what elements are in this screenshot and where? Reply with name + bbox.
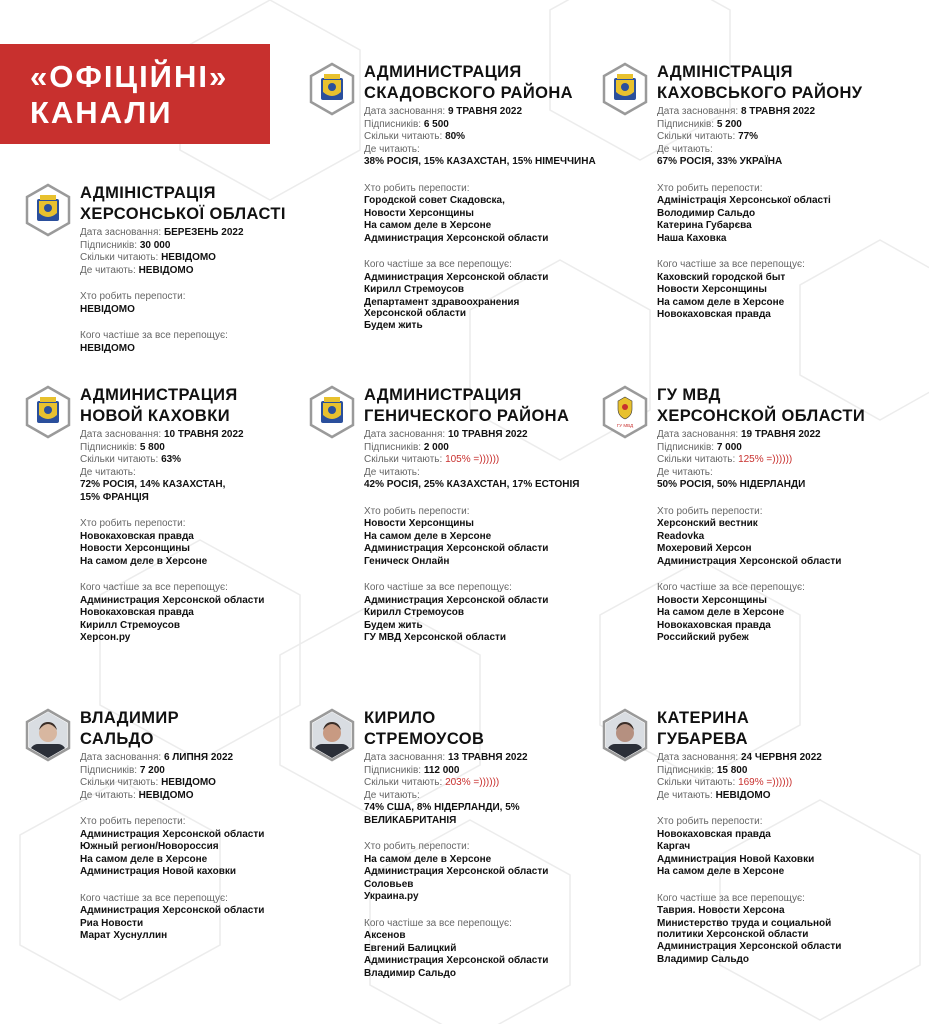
coat-of-arms-icon <box>24 183 72 237</box>
date-value: 13 ТРАВНЯ 2022 <box>447 752 528 763</box>
channel-stats <box>657 752 907 966</box>
list-item: Владимир Сальдо <box>364 967 456 979</box>
list-item: Министерство труда и социальной политики Херсонской области <box>657 917 832 940</box>
list-item: Новокаховская правда <box>657 619 771 631</box>
date-label: Дата засновання: <box>364 429 446 440</box>
channel-name-line2: ХЕРСОНСКОЙ ОБЛАСТИ <box>657 406 866 425</box>
channel-name-line2: САЛЬДО <box>80 729 154 748</box>
reposters-section <box>364 841 614 904</box>
reposted-section <box>364 259 614 331</box>
reposted-label: Кого частіше за все перепощує: <box>80 330 228 341</box>
channel-stats <box>80 227 330 355</box>
subscribers-value: 112 000 <box>423 764 460 776</box>
coat-of-arms-icon <box>24 385 72 439</box>
where-label: Де читають: <box>364 143 420 155</box>
subscribers-value: 7 000 <box>716 441 742 453</box>
list-item: ГУ МВД Херсонской области <box>364 632 507 643</box>
reposters-section <box>80 816 330 879</box>
list-item: На самом деле в Херсоне <box>364 220 492 231</box>
channel-name-line1: АДМІНІСТРАЦІЯ <box>657 63 793 81</box>
reposters-section <box>80 291 330 316</box>
date-label: Дата засновання: <box>364 106 446 117</box>
channel-name-line1: АДМИНИСТРАЦИЯ <box>364 386 522 404</box>
subscribers-label: Підписників: <box>364 441 422 453</box>
list-item: Аксенов <box>364 930 406 941</box>
list-item: Катерина Губарєва <box>657 220 752 231</box>
reposted-label: Кого частіше за все перепощує: <box>657 582 805 593</box>
list-item: Владимир Сальдо <box>657 953 749 965</box>
list-item: Мохеровий Херсон <box>657 543 752 554</box>
channel-name <box>80 385 238 426</box>
list-item: Новокаховская правда <box>657 309 771 320</box>
channel-stats <box>80 429 330 645</box>
list-item: Новокаховская правда <box>80 530 194 542</box>
list-item: Евгений Балицкий <box>364 942 457 954</box>
where-label: Де читають: <box>364 789 420 801</box>
reads-value: 63% <box>161 454 182 465</box>
list-item: Новости Херсонщины <box>80 543 190 554</box>
reposters-label: Хто робить перепости: <box>657 505 763 517</box>
subscribers-label: Підписників: <box>80 441 138 453</box>
where-label: Де читають: <box>80 789 136 801</box>
list-item: Администрация Херсонской области <box>364 866 549 877</box>
channel-name <box>80 183 286 224</box>
reposters-label: Хто робить перепости: <box>364 505 470 517</box>
reads-label: Скільки читають: <box>80 454 159 465</box>
subscribers-label: Підписників: <box>80 239 138 251</box>
list-item: Кирилл Стремоусов <box>364 284 465 295</box>
channel-name-line1: ВЛАДИМИР <box>80 709 180 727</box>
reposted-section <box>80 893 330 942</box>
where-label: Де читають: <box>364 466 420 478</box>
list-item: Будем жить <box>364 320 423 331</box>
subscribers-value: 6 500 <box>423 118 449 130</box>
channel-name-line2: СТРЕМОУСОВ <box>364 729 485 748</box>
reads-label: Скільки читають: <box>364 131 443 142</box>
subscribers-value: 30 000 <box>139 239 171 251</box>
channel-name-line2: ХЕРСОНСЬКОЇ ОБЛАСТІ <box>80 204 286 223</box>
subscribers-value: 5 200 <box>716 118 742 130</box>
reads-label: Скільки читають: <box>364 777 443 788</box>
list-item: Будем жить <box>364 619 423 631</box>
list-item: На самом деле в Херсоне <box>80 853 208 865</box>
channel-name-line1: КАТЕРИНА <box>657 709 750 727</box>
channel-name-line2: НОВОЙ КАХОВКИ <box>80 406 230 425</box>
list-item: Администрация Херсонской области <box>364 543 549 554</box>
list-item: Городской совет Скадовска, <box>364 195 505 206</box>
subscribers-label: Підписників: <box>657 441 715 453</box>
reads-value: 203% =)))))) <box>445 777 500 788</box>
channel-stats <box>657 106 907 322</box>
channel-name-line2: ГУБАРЕВА <box>657 729 748 748</box>
list-item: Риа Новости <box>80 917 144 929</box>
date-label: Дата засновання: <box>657 752 739 763</box>
list-item: Каргач <box>657 841 691 852</box>
list-item: На самом деле в Херсоне <box>657 866 785 877</box>
list-item: Администрация Новой Каховки <box>657 853 815 865</box>
where-value: 74% США, 8% НІДЕРЛАНДИ, 5% ВЕЛИКАБРИТАНІЯ <box>364 802 520 826</box>
subscribers-value: 2 000 <box>423 441 449 453</box>
list-item: Новости Херсонщины <box>364 207 474 219</box>
list-item: Соловьев <box>364 878 414 890</box>
date-label: Дата засновання: <box>657 429 739 440</box>
reposted-label: Кого частіше за все перепощує: <box>364 582 512 593</box>
subscribers-label: Підписників: <box>364 764 422 776</box>
list-item: Департамент здравоохранения Херсонской области <box>364 296 520 319</box>
channel-name-line2: СКАДОВСКОГО РАЙОНА <box>364 83 573 102</box>
channel-name-line1: ГУ МВД <box>657 386 721 404</box>
channel-name <box>657 708 749 749</box>
person-avatar-icon <box>601 708 649 762</box>
channel-name-line1: АДМІНІСТРАЦІЯ <box>80 184 216 202</box>
where-value: 50% РОСІЯ, 50% НІДЕРЛАНДИ <box>657 479 806 490</box>
subscribers-value: 15 800 <box>716 764 748 776</box>
list-item: Администрация Херсонской области <box>364 232 549 244</box>
reads-value: 80% <box>445 131 466 142</box>
reposted-section <box>657 582 907 643</box>
reposters-label: Хто робить перепости: <box>80 291 186 302</box>
reposters-section <box>364 183 614 246</box>
page-title-line1: «ОФІЦІЙНІ» <box>30 59 229 94</box>
list-item: На самом деле в Херсоне <box>657 296 785 308</box>
reposters-label: Хто робить перепости: <box>80 816 186 827</box>
list-item: Каховский городской быт <box>657 271 786 283</box>
reposters-section <box>80 518 330 568</box>
reposters-section <box>657 506 907 569</box>
title-banner <box>0 44 270 144</box>
list-item: НЕВІДОМО <box>80 303 135 315</box>
channel-name <box>80 708 179 749</box>
list-item: На самом деле в Херсоне <box>80 555 208 567</box>
date-label: Дата засновання: <box>80 429 162 440</box>
date-value: 6 ЛИПНЯ 2022 <box>163 752 234 763</box>
date-label: Дата засновання: <box>657 106 739 117</box>
list-item: На самом деле в Херсоне <box>364 530 492 542</box>
channel-name <box>657 385 865 426</box>
channel-name-line2: КАХОВСЬКОГО РАЙОНУ <box>657 83 863 102</box>
list-item: НЕВІДОМО <box>80 342 135 354</box>
where-label: Де читають: <box>80 264 136 276</box>
list-item: Новокаховская правда <box>657 828 771 840</box>
list-item: Администрация Херсонской области <box>364 271 549 283</box>
list-item: Администрация Новой каховки <box>80 866 237 877</box>
reposted-section <box>657 259 907 320</box>
subscribers-label: Підписників: <box>364 118 422 130</box>
reposters-label: Хто робить перепости: <box>80 518 186 529</box>
reads-value: 77% <box>738 131 759 142</box>
list-item: Херсонский вестник <box>657 518 758 529</box>
date-value: 19 ТРАВНЯ 2022 <box>740 429 821 440</box>
reposted-label: Кого частіше за все перепощує: <box>80 892 228 904</box>
list-item: Украина.ру <box>364 891 419 902</box>
reposted-label: Кого частіше за все перепощує: <box>364 259 512 270</box>
reads-label: Скільки читають: <box>657 777 736 788</box>
where-label: Де читають: <box>657 466 713 478</box>
list-item: Новости Херсонщины <box>364 518 474 529</box>
reposters-label: Хто робить перепости: <box>364 841 470 852</box>
reads-label: Скільки читають: <box>657 131 736 142</box>
date-value: 24 ЧЕРВНЯ 2022 <box>740 752 822 763</box>
list-item: Таврия. Новости Херсона <box>657 905 785 916</box>
reads-label: Скільки читають: <box>80 777 159 788</box>
list-item: Новости Херсонщины <box>657 284 767 295</box>
date-value: 10 ТРАВНЯ 2022 <box>163 429 244 440</box>
reposters-section <box>657 183 907 246</box>
list-item: Херсон.ру <box>80 632 131 643</box>
reads-value: 169% =)))))) <box>738 777 793 788</box>
where-label: Де читають: <box>657 143 713 155</box>
coat-of-arms-icon <box>308 385 356 439</box>
list-item: Администрация Херсонской области <box>80 594 265 606</box>
list-item: Администрация Херсонской области <box>80 905 265 916</box>
where-value: 38% РОСІЯ, 15% КАЗАХСТАН, 15% НІМЕЧЧИНА <box>364 156 596 167</box>
date-label: Дата засновання: <box>80 227 162 238</box>
date-label: Дата засновання: <box>80 752 162 763</box>
subscribers-value: 5 800 <box>139 441 165 453</box>
list-item: Администрация Херсонской области <box>364 594 549 606</box>
channel-name-line2: ГЕНИЧЕСКОГО РАЙОНА <box>364 406 570 425</box>
police-emblem-icon <box>601 385 649 439</box>
list-item: Администрация Херсонской области <box>657 941 842 952</box>
subscribers-label: Підписників: <box>657 764 715 776</box>
page-title-line2: КАНАЛИ <box>30 95 173 130</box>
list-item: Российский рубеж <box>657 632 749 643</box>
person-avatar-icon <box>308 708 356 762</box>
reads-value: 125% =)))))) <box>738 454 793 465</box>
reposted-section <box>364 918 614 979</box>
list-item: Новокаховская правда <box>80 607 194 618</box>
date-value: 10 ТРАВНЯ 2022 <box>447 429 528 440</box>
where-value: 42% РОСІЯ, 25% КАЗАХСТАН, 17% ЕСТОНІЯ <box>364 479 580 490</box>
date-value: 9 ТРАВНЯ 2022 <box>447 106 523 117</box>
where-value: 67% РОСІЯ, 33% УКРАЇНА <box>657 156 783 167</box>
reads-value: НЕВІДОМО <box>161 252 216 263</box>
coat-of-arms-icon <box>308 62 356 116</box>
where-label: Де читають: <box>80 466 136 478</box>
list-item: Марат Хуснуллин <box>80 930 168 941</box>
channel-stats <box>364 429 614 645</box>
channel-stats <box>364 106 614 333</box>
where-value: НЕВІДОМО <box>715 789 771 801</box>
person-avatar-icon <box>24 708 72 762</box>
list-item: Кирилл Стремоусов <box>80 619 181 631</box>
channel-name <box>364 385 569 426</box>
channel-name-line1: КИРИЛО <box>364 709 436 727</box>
list-item: Readovka <box>657 530 705 542</box>
subscribers-label: Підписників: <box>80 764 138 776</box>
reposted-section <box>80 330 330 354</box>
reads-label: Скільки читають: <box>364 454 443 465</box>
list-item: Администрация Херсонской области <box>657 555 842 567</box>
channel-name-line1: АДМИНИСТРАЦИЯ <box>364 63 522 81</box>
list-item: Администрация Херсонской области <box>364 955 549 966</box>
reposters-section <box>657 816 907 879</box>
list-item: Наша Каховка <box>657 232 727 244</box>
where-label: Де читають: <box>657 789 713 801</box>
list-item: Адміністрація Херсонської області <box>657 195 831 206</box>
channel-name <box>364 62 573 103</box>
channel-stats <box>364 752 614 980</box>
channel-name-line1: АДМИНИСТРАЦИЯ <box>80 386 238 404</box>
reposted-section <box>657 893 907 965</box>
channel-stats <box>657 429 907 645</box>
subscribers-label: Підписників: <box>657 118 715 130</box>
reads-label: Скільки читають: <box>657 454 736 465</box>
date-label: Дата засновання: <box>364 752 446 763</box>
reposters-label: Хто робить перепости: <box>364 182 470 194</box>
subscribers-value: 7 200 <box>139 764 165 776</box>
date-value: 8 ТРАВНЯ 2022 <box>740 106 816 117</box>
date-value: БЕРЕЗЕНЬ 2022 <box>163 227 244 238</box>
reads-value: НЕВІДОМО <box>161 777 216 788</box>
channel-name <box>657 62 862 103</box>
coat-of-arms-icon <box>601 62 649 116</box>
reposted-label: Кого частіше за все перепощує: <box>364 917 512 929</box>
reposted-label: Кого частіше за все перепощує: <box>80 582 228 593</box>
reads-value: 105% =)))))) <box>445 454 500 465</box>
list-item: На самом деле в Херсоне <box>657 607 785 618</box>
list-item: На самом деле в Херсоне <box>364 853 492 865</box>
reposted-label: Кого частіше за все перепощує: <box>657 892 805 904</box>
reposters-section <box>364 506 614 569</box>
reposted-section <box>364 582 614 643</box>
reposters-label: Хто робить перепости: <box>657 816 763 827</box>
police-emblem-label: ГУ МВД <box>616 423 634 428</box>
reposted-section <box>80 582 330 643</box>
where-value: НЕВІДОМО <box>138 789 194 801</box>
reads-label: Скільки читають: <box>80 252 159 263</box>
list-item: Володимир Сальдо <box>657 207 756 219</box>
list-item: Администрация Херсонской области <box>80 828 265 840</box>
list-item: Южный регион/Новороссия <box>80 841 219 852</box>
reposted-label: Кого частіше за все перепощує: <box>657 259 805 270</box>
where-value: 72% РОСІЯ, 14% КАЗАХСТАН, 15% ФРАНЦІЯ <box>80 479 226 503</box>
reposters-label: Хто робить перепости: <box>657 182 763 194</box>
channel-stats <box>80 752 330 943</box>
list-item: Кирилл Стремоусов <box>364 607 465 618</box>
where-value: НЕВІДОМО <box>138 264 194 276</box>
list-item: Новости Херсонщины <box>657 594 767 606</box>
list-item: Геническ Онлайн <box>364 555 450 567</box>
channel-name <box>364 708 484 749</box>
